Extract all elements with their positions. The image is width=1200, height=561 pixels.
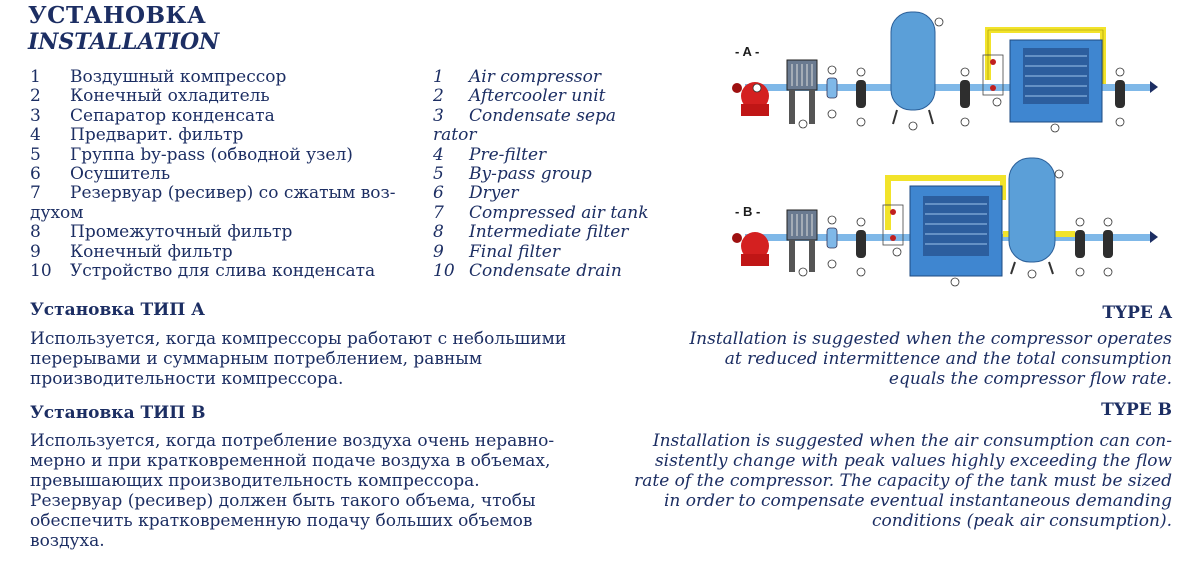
- legend-text: Condensate sepa: [469, 105, 617, 126]
- legend-ru-item: [30, 87, 430, 106]
- legend-text: rator: [433, 125, 477, 146]
- legend-en-item: [433, 204, 693, 223]
- legend-text: Pre-filter: [469, 144, 547, 165]
- type-b-heading-en: TYPE B: [1101, 400, 1172, 420]
- page-title-en: INSTALLATION: [28, 29, 220, 55]
- type-b-body-ru-line: превышающих производительность компрессора.: [30, 471, 480, 491]
- legend-text: Группа by-pass (обводной узел): [70, 144, 353, 165]
- type-a-heading-ru: Установка ТИП А: [30, 300, 206, 320]
- legend-en-item: [433, 184, 693, 203]
- type-b-body-en-line: in order to compensate eventual instantaneous demanding: [663, 491, 1172, 511]
- final-filter-icon: [1115, 80, 1125, 108]
- legend-en-item: [433, 107, 693, 126]
- label-b: - B -: [735, 204, 761, 219]
- legend-number: 8: [30, 222, 41, 243]
- legend-number: 2: [30, 86, 41, 107]
- legend-ru-item-continuation: [30, 204, 430, 223]
- legend-text: Condensate drain: [469, 261, 622, 282]
- legend-text: Воздушный компрессор: [70, 67, 287, 87]
- outlet-arrow-icon: [1150, 81, 1158, 93]
- intermediate-filter-icon: [1075, 230, 1085, 258]
- dryer-icon: [910, 186, 1002, 276]
- type-b-body-ru-line: обеспечить кратковременную подачу больших объемов: [30, 511, 533, 531]
- diagram-b: [732, 158, 1158, 286]
- legend-number: 6: [30, 164, 41, 185]
- legend-number: 3: [30, 105, 41, 126]
- legend-ru-item: [30, 223, 430, 242]
- type-b-body-en-line: rate of the compressor. The capacity of the tank must be sized: [634, 471, 1172, 491]
- legend-ru-item: [30, 165, 430, 184]
- type-b-body-en-line: Installation is suggested when the air consumption can con-: [652, 431, 1172, 451]
- label-a: - A -: [735, 44, 760, 59]
- legend-text: Конечный охладитель: [70, 86, 270, 107]
- type-b-body-ru-line: Используется, когда потребление воздуха очень неравно-: [30, 431, 555, 451]
- legend-text: Dryer: [469, 183, 519, 204]
- legend-text: Конечный фильтр: [70, 241, 233, 262]
- legend-number: 10: [433, 261, 455, 282]
- legend-en-item: [433, 165, 693, 184]
- legend-en-item: [433, 87, 693, 106]
- condensate-separator-icon: [827, 228, 837, 248]
- type-b-body-ru: [30, 431, 650, 551]
- legend-ru-item: [30, 146, 430, 165]
- legend-ru: [30, 68, 430, 281]
- legend-number: 5: [30, 144, 41, 165]
- legend-en: [433, 68, 693, 281]
- type-b-body-en-line: sistently change with peak values highly exceeding the flow: [654, 451, 1172, 471]
- legend-number: 5: [433, 164, 444, 185]
- air-compressor-icon: [732, 232, 769, 266]
- air-compressor-icon: [732, 82, 769, 116]
- legend-en-item: [433, 262, 693, 281]
- type-a-body-en-line: Installation is suggested when the compressor operates: [689, 329, 1172, 349]
- legend-number: 8: [433, 222, 444, 243]
- aftercooler-icon: [787, 60, 817, 124]
- legend-en-item: [433, 223, 693, 242]
- legend-number: 1: [433, 67, 444, 87]
- legend-ru-item: [30, 243, 430, 262]
- legend-number: 4: [433, 144, 444, 165]
- pre-filter-icon: [856, 230, 866, 258]
- dryer-icon: [1010, 40, 1102, 122]
- installation-diagram: [725, 0, 1195, 290]
- type-a-body-en-line: at reduced intermittence and the total consumption: [724, 349, 1172, 369]
- type-a-body-ru-line: производительности компрессора.: [30, 369, 344, 389]
- air-tank-icon: [891, 12, 935, 124]
- legend-ru-item: [30, 68, 430, 87]
- legend-text: Intermediate filter: [469, 222, 629, 243]
- legend-number: 4: [30, 125, 41, 146]
- legend-ru-item: [30, 107, 430, 126]
- legend-ru-item: [30, 262, 430, 281]
- legend-number: 9: [433, 241, 444, 262]
- type-a-body-en-line: equals the compressor flow rate.: [888, 369, 1172, 389]
- legend-text: Осушитель: [70, 164, 171, 185]
- legend-text: By-pass group: [469, 164, 592, 185]
- type-a-body-ru: [30, 329, 650, 389]
- type-b-body-ru-line: воздуха.: [30, 531, 105, 551]
- intermediate-filter-icon: [960, 80, 970, 108]
- legend-text: Промежуточный фильтр: [70, 222, 293, 243]
- legend-ru-item: [30, 126, 430, 145]
- legend-text: Резервуар (ресивер) со сжатым воз-: [70, 183, 396, 204]
- legend-number: 7: [30, 183, 41, 204]
- legend-text: Устройство для слива конденсата: [70, 261, 376, 282]
- legend-en-item: [433, 243, 693, 262]
- legend-number: 7: [433, 202, 444, 223]
- type-a-heading-en: TYPE A: [1102, 303, 1172, 323]
- type-a-body-ru-line: перерывами и суммарным потреблением, равным: [30, 349, 483, 369]
- legend-text: Сепаратор конденсата: [70, 105, 275, 126]
- legend-number: 9: [30, 241, 41, 262]
- legend-number: 2: [433, 86, 444, 107]
- diagram-a: [732, 12, 1158, 132]
- legend-text: Air compressor: [469, 67, 601, 87]
- legend-ru-item: [30, 184, 430, 203]
- final-filter-icon: [1103, 230, 1113, 258]
- legend-text: Compressed air tank: [469, 202, 649, 223]
- condensate-separator-icon: [827, 78, 837, 98]
- legend-text: Aftercooler unit: [469, 86, 606, 107]
- pre-filter-icon: [856, 80, 866, 108]
- legend-number: 1: [30, 67, 41, 87]
- legend-text: духом: [30, 202, 84, 223]
- legend-en-item: [433, 146, 693, 165]
- outlet-arrow-icon: [1150, 231, 1158, 243]
- legend-number: 10: [30, 261, 52, 282]
- type-b-body-ru-line: Резервуар (ресивер) должен быть такого объема, чтобы: [30, 491, 536, 511]
- legend-text: Предварит. фильтр: [70, 125, 244, 146]
- legend-en-item-continuation: [433, 126, 693, 145]
- legend-en-item: [433, 68, 693, 87]
- legend-number: 3: [433, 105, 444, 126]
- type-a-body-en: [632, 329, 1172, 389]
- type-b-body-ru-line: мерно и при кратковременной подаче воздуха в объемах,: [30, 451, 551, 471]
- legend-text: Final filter: [469, 241, 560, 262]
- type-b-body-en-line: conditions (peak air consumption).: [872, 511, 1172, 531]
- type-b-body-en: [612, 431, 1172, 531]
- type-b-heading-ru: Установка ТИП В: [30, 403, 206, 423]
- page-title-ru: УСТАНОВКА: [28, 2, 207, 29]
- legend-number: 6: [433, 183, 444, 204]
- air-tank-icon: [1009, 158, 1055, 274]
- type-a-body-ru-line: Используется, когда компрессоры работают с небольшими: [30, 329, 567, 349]
